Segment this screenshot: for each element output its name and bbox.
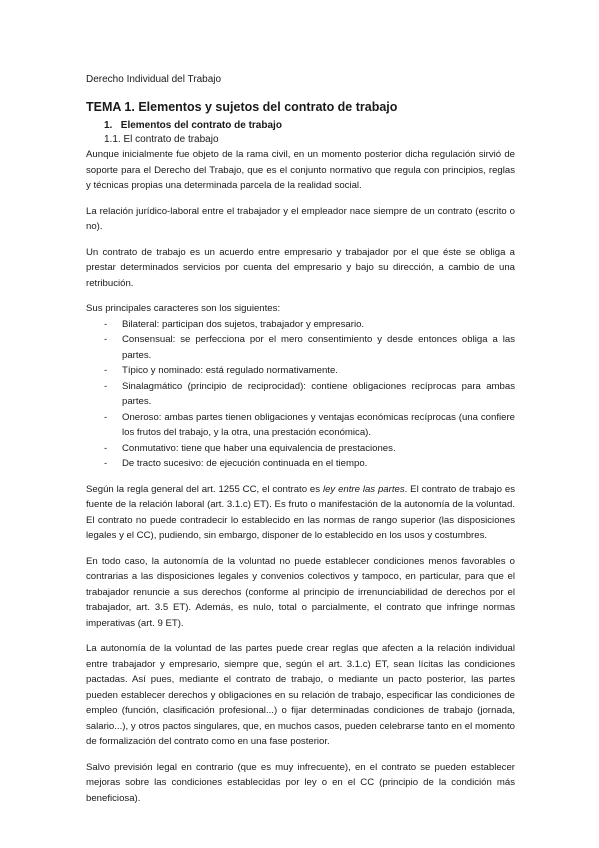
paragraph-6: En todo caso, la autonomía de la voluntad no puede establecer condiciones menos favorables o contrarias a las disposiciones legales y convenios colectivos y tampoco, en particular, para que el trabajador renuncie a sus derechos (conforme al principio de irrenunciabilidad de derechos por el trabajador, art. 3.5 ET). Además, es nulo, total o parcialmente, el contrato que infringe normas imperativas (art. 9 ET). <box>86 555 515 629</box>
list-item: - Típico y nominado: está regulado normativamente. <box>104 365 338 376</box>
characters-list <box>86 317 515 472</box>
paragraph-2: La relación jurídico-laboral entre el trabajador y el empleador nace siempre de un contrato (escrito o no). <box>86 205 515 232</box>
list-item: - De tracto sucesivo: de ejecución continuada en el tiempo. <box>104 458 368 469</box>
running-header: Derecho Individual del Trabajo <box>86 74 222 85</box>
paragraph-8: Salvo previsión legal en contrario (que es muy infrecuente), en el contrato se pueden establecer mejoras sobre las condiciones establecidas por ley o en el CC (principio de la condición más beneficiosa). <box>86 761 515 804</box>
paragraph-5: Según la regla general del art. 1255 CC, el contrato es ley entre las partes. El contrato de trabajo es fuente de la relación laboral (art. 3.1.c) ET). Es fruto o manifestación de la autonomía de la voluntad. El contrato no puede contradecir lo establecido en las normas de rango superior (las disposiciones legales y el CC), pudiendo, sin embargo, disponer de lo establecido en los usos y costumbres. <box>86 483 516 541</box>
characters-intro: Sus principales caracteres son los siguientes: <box>86 303 281 314</box>
list-item: - Conmutativo: tiene que haber una equivalencia de prestaciones. <box>104 442 396 454</box>
paragraph-7: La autonomía de la voluntad de las partes puede crear reglas que afecten a la relación individual entre trabajador y empresario, siempre que, según el art. 3.1.c) ET, sean lícitas las condiciones pactadas. Así pues, mediante el contrato de trabajo, o mediante un pacto posterior, las partes pueden establecer derechos y obligaciones en su relación de trabajo, especificar las condiciones de empleo (función, clasificación profesional...) o fijar determinadas condiciones de trabajo (jornada, salario...), y otros pactos singulares, que, en muchos casos, pueden celebrarse tanto en el momento de formalización del contrato como en una fase posterior. <box>86 643 515 747</box>
list-item: - Sinalagmático (principio de reciprocidad): contiene obligaciones recíprocas para ambas partes. <box>104 380 515 407</box>
paragraph-3: Un contrato de trabajo es un acuerdo entre empresario y trabajador por el que éste se obliga a prestar determinados servicios por cuenta del empresario y bajo su dirección, a cambio de una retribución. <box>86 246 515 289</box>
paragraph-1: Aunque inicialmente fue objeto de la rama civil, en un momento posterior dicha regulación sirvió de soporte para el Derecho del Trabajo, que es el conjunto normativo que regula con principios, reglas y técnicas propias una determinada parcela de la realidad social. <box>86 149 515 191</box>
list-item: - Oneroso: ambas partes tienen obligaciones y ventajas económicas recíprocas (una confiere los frutos del trabajo, y la otra, una prestación económica). <box>104 411 515 438</box>
list-item: - Consensual: se perfecciona por el mero consentimiento y desde entonces obliga a las partes. <box>104 334 515 361</box>
list-item: - Bilateral: participan dos sujetos, trabajador y empresario. <box>104 318 365 330</box>
section-label: Elementos del contrato de trabajo <box>120 120 282 131</box>
chapter-title: TEMA 1. Elementos y sujetos del contrato de trabajo <box>86 100 398 114</box>
section-number: 1. <box>104 120 113 131</box>
section-heading <box>104 120 515 131</box>
subsection-heading: 1.1. El contrato de trabajo <box>104 134 219 145</box>
emphasis-text: ley entre las partes <box>322 483 405 495</box>
document-body <box>86 100 515 816</box>
